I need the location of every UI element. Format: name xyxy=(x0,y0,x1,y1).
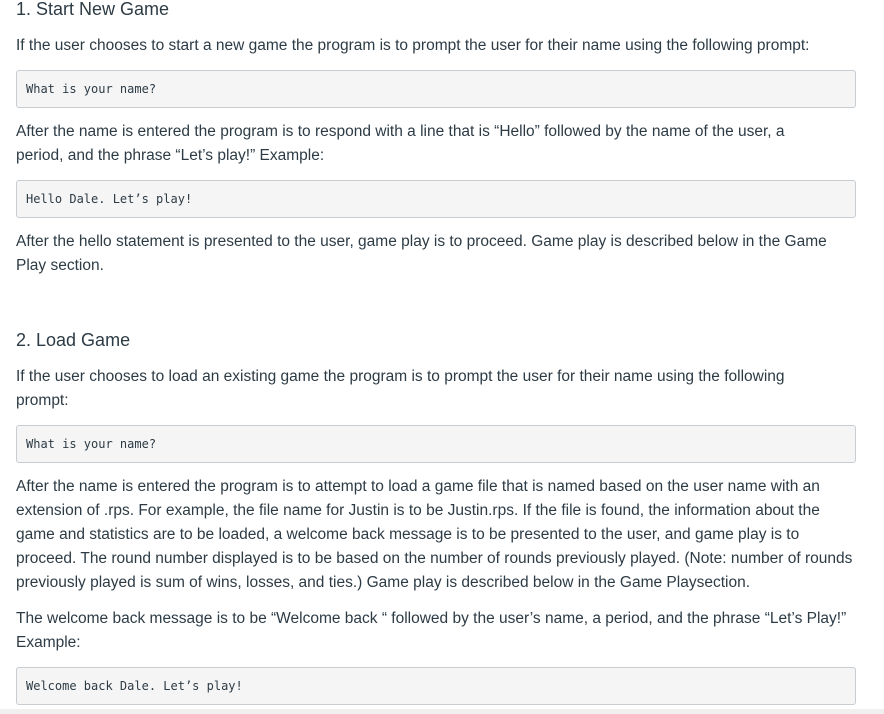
start-new-game-intro: If the user chooses to start a new game the program is to prompt the user for their name using the following prompt: xyxy=(16,37,810,54)
code-block-hello-example: Hello Dale. Let’s play! xyxy=(16,180,856,218)
section-heading-load-game: 2. Load Game xyxy=(16,330,131,350)
page-bottom-edge xyxy=(0,709,884,714)
hello-response-description: After the name is entered the program is to respond with a line that is “Hello” followed by the name of the user, a period, and the phrase “Let’s play!” Example: xyxy=(16,123,785,164)
code-block-welcome-example: Welcome back Dale. Let’s play! xyxy=(16,667,856,705)
code-block-load-name-prompt: What is your name? xyxy=(16,425,856,463)
load-game-intro: If the user chooses to load an existing game the program is to prompt the user for their name using the following prompt: xyxy=(16,368,785,409)
game-play-proceed-text: After the hello statement is presented to the user, game play is to proceed. Game play is described below in the Game Play section. xyxy=(16,233,827,274)
load-game-file-description: After the name is entered the program is to attempt to load a game file that is named based on the user name with an extension of .rps. For example, the file name for Justin is to be Justin.rps. If the file is found, the information about the game and statistics are to be loaded, a welcome back message is to be presented to the user, and game play is to proceed. The round number displayed is to be based on the number of rounds previously played. (Note: number of rounds previously played is sum of wins, losses, and ties.) Game play is described below in the Game Playsection. xyxy=(16,478,853,591)
section-heading-start-new-game: 1. Start New Game xyxy=(16,0,170,19)
code-block-name-prompt: What is your name? xyxy=(16,70,856,108)
welcome-back-description: The welcome back message is to be “Welcome back “ followed by the user’s name, a period, and the phrase “Let’s Play!” Example: xyxy=(16,610,847,651)
